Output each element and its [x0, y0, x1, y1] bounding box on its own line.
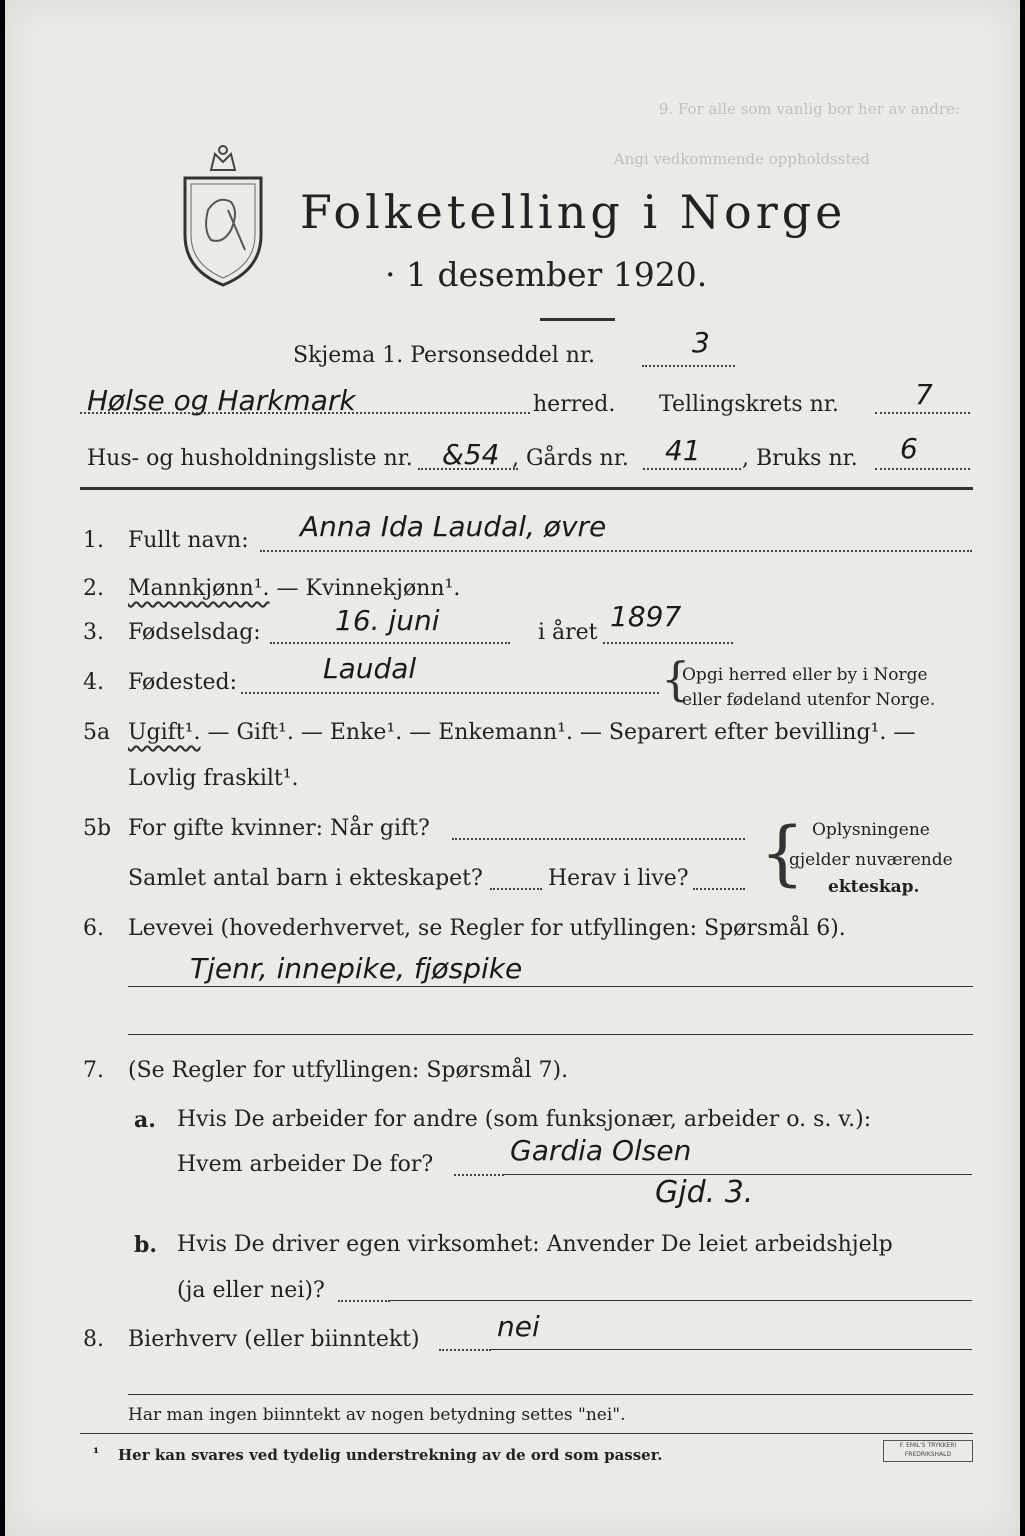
full-name-dotted-line: [260, 550, 972, 552]
q7b-question: Hvis De driver egen virksomhet: Anvender De leiet arbeidshjelp: [177, 1232, 893, 1257]
q7a-letter: a.: [134, 1107, 156, 1133]
q7b-letter: b.: [134, 1232, 158, 1258]
footer-separator: [80, 1433, 973, 1434]
side-income-value: nei: [497, 1310, 540, 1343]
side-income-line-2: [128, 1394, 973, 1395]
bruks-label: , Bruks nr.: [742, 446, 858, 471]
item-number-6: 6.: [83, 916, 104, 941]
husholdningsliste-value: &54: [442, 438, 500, 471]
marital-other-options: — Gift¹. — Enke¹. — Enkemann¹. — Separert efter bevilling¹. —: [200, 720, 916, 745]
children-alive-label: Herav i live?: [548, 866, 689, 891]
birth-year-dotted-line: [603, 642, 733, 644]
marital-lovlig-fraskilt: Lovlig fraskilt¹.: [128, 766, 299, 791]
occupation-line-2: [128, 1034, 973, 1035]
footnote-marker: ¹: [93, 1446, 100, 1462]
occupation-line-1: [128, 986, 973, 987]
children-alive-dotted-line: [693, 888, 745, 890]
birth-year-label: i året: [538, 620, 598, 645]
side-income-dotted-line: [439, 1349, 491, 1351]
employer-annotation: Gjd. 3.: [655, 1175, 754, 1210]
birthday-dotted-line: [270, 642, 510, 644]
tellingskrets-dotted-line: [875, 412, 970, 414]
occupation-label: Levevei (hovederhvervet, se Regler for utfyllingen: Spørsmål 6).: [128, 916, 846, 941]
birthplace-label: Fødested:: [128, 670, 238, 695]
q7b-dotted-line: [338, 1300, 390, 1302]
gender-male-option: Mannkjønn¹.: [128, 576, 270, 601]
children-total-dotted-line: [490, 888, 542, 890]
employer-dotted-line: [454, 1174, 504, 1176]
gender-options: [128, 576, 460, 601]
item-number-5a: 5a: [83, 720, 111, 745]
marital-status-options: [128, 720, 915, 745]
herred-dotted-line: [80, 412, 530, 414]
married-when-label: For gifte kvinner: Når gift?: [128, 816, 430, 841]
birthplace-note-2: eller fødeland utenfor Norge.: [682, 690, 936, 710]
bruks-value: 6: [900, 432, 918, 465]
header-separator: [80, 487, 973, 490]
gards-value: 41: [665, 434, 701, 467]
item-number-3: 3.: [83, 620, 104, 645]
no-income-note: Har man ingen biinntekt av nogen betydning settes "nei".: [128, 1405, 626, 1425]
q7b-line: [390, 1300, 972, 1301]
marriage-note-brace: {: [760, 812, 805, 894]
side-income-line: [491, 1349, 972, 1350]
bleed-through-text-1: 9. For alle som vanlig bor her av andre:: [658, 100, 960, 118]
item-number-7: 7.: [83, 1058, 104, 1083]
census-form-page: [5, 0, 1020, 1536]
birthday-value: 16. juni: [335, 604, 440, 637]
footnote-text: Her kan svares ved tydelig understrekning av de ord som passer.: [118, 1446, 663, 1464]
item-number-4: 4.: [83, 670, 104, 695]
employer-label: Hvem arbeider De for?: [177, 1152, 434, 1177]
employer-value: Gardia Olsen: [510, 1134, 692, 1167]
gender-female-option: Kvinnekjønn¹.: [305, 576, 461, 601]
married-when-dotted-line: [452, 838, 745, 840]
norway-coat-of-arms-icon: [173, 140, 273, 290]
printer-stamp: F. EMIL'S TRYKKERI FREDRIKSHALD: [883, 1440, 973, 1462]
full-name-label: Fullt navn:: [128, 528, 249, 553]
marital-ugift-option: Ugift¹.: [128, 720, 201, 745]
full-name-value: Anna Ida Laudal, øvre: [300, 510, 607, 543]
gender-separator: —: [269, 576, 306, 601]
birthplace-note-1: Opgi herred eller by i Norge: [682, 665, 928, 685]
tellingskrets-value: 7: [915, 378, 933, 411]
gards-label: , Gårds nr.: [512, 446, 629, 471]
marriage-note-3: ekteskap.: [828, 877, 920, 897]
birthplace-note-brace: {: [661, 652, 691, 706]
children-total-label: Samlet antal barn i ekteskapet?: [128, 866, 483, 891]
herred-value: Hølse og Harkmark: [87, 384, 356, 417]
item-number-1: 1.: [83, 528, 104, 553]
gards-dotted-line: [643, 468, 741, 470]
q7a-question: Hvis De arbeider for andre (som funksjonær, arbeider o. s. v.):: [177, 1107, 872, 1132]
bleed-through-text-2: Angi vedkommende oppholdssted: [613, 150, 870, 168]
tellingskrets-label: Tellingskrets nr.: [659, 392, 839, 417]
herred-label: herred.: [533, 392, 616, 417]
marriage-note-1: Oplysningene: [812, 820, 930, 840]
form-subtitle: · 1 desember 1920.: [385, 255, 708, 294]
personseddel-value: 3: [692, 326, 710, 359]
q7b-yes-no-label: (ja eller nei)?: [177, 1278, 325, 1303]
birthplace-value: Laudal: [323, 652, 417, 685]
title-divider: [540, 318, 615, 321]
personseddel-dotted-line: [642, 365, 735, 367]
marriage-note-2: gjelder nuværende: [789, 850, 953, 870]
q7-heading: (Se Regler for utfyllingen: Spørsmål 7).: [128, 1058, 569, 1083]
birthplace-dotted-line: [241, 692, 659, 694]
item-number-8: 8.: [83, 1327, 104, 1352]
item-number-2: 2.: [83, 576, 104, 601]
birthday-label: Fødselsdag:: [128, 620, 261, 645]
item-number-5b: 5b: [83, 816, 112, 841]
birth-year-value: 1897: [610, 600, 682, 633]
form-title: Folketelling i Norge: [300, 185, 847, 239]
occupation-value: Tjenr, innepike, fjøspike: [190, 952, 523, 985]
husholdningsliste-label: Hus- og husholdningsliste nr.: [87, 446, 413, 471]
bruks-dotted-line: [875, 468, 970, 470]
schema-label: Skjema 1. Personseddel nr.: [293, 343, 596, 368]
side-income-label: Bierhverv (eller biinntekt): [128, 1327, 420, 1352]
